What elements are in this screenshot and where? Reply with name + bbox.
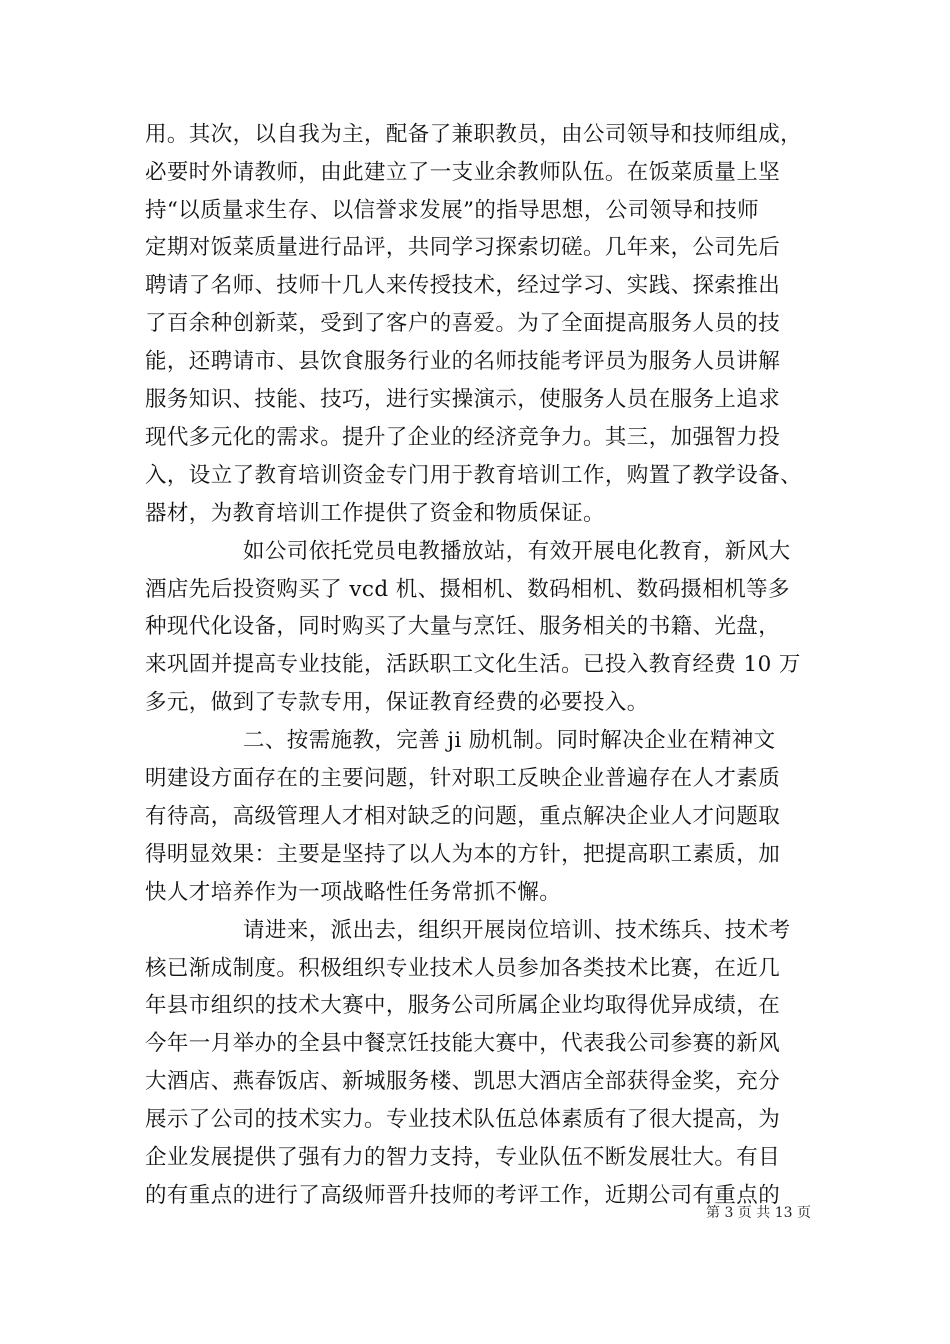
text-line: 酒店先后投资购买了 vcd 机、摄相机、数码相机、数码摄相机等多: [145, 577, 790, 602]
paragraph-first-line: 二、按需施教，完善 ji 励机制。同时解决企业在精神文: [243, 728, 776, 753]
text-line: 大酒店、燕春饭店、新城服务楼、凯思大酒店全部获得金奖，充分: [145, 1069, 781, 1094]
page-number: 第 3 页 共 13 页: [706, 1205, 811, 1221]
text-line: 聘请了名师、技师十几人来传授技术，经过学习、实践、探索推出: [145, 273, 781, 298]
text-line: 定期对饭菜质量进行品评，共同学习探索切磋。几年来，公司先后: [145, 235, 781, 260]
text-line: 企业发展提供了强有力的智力支持，专业队伍不断发展壮大。有目: [145, 1145, 781, 1170]
text-line: 必要时外请教师，由此建立了一支业余教师队伍。在饭菜质量上坚: [145, 160, 781, 185]
text-line: 了百余种创新菜，受到了客户的喜爱。为了全面提高服务人员的技: [145, 311, 781, 336]
text-line: 核已渐成制度。积极组织专业技术人员参加各类技术比赛，在近几: [145, 956, 781, 981]
text-line: 器材，为教育培训工作提供了资金和物质保证。: [145, 501, 605, 526]
text-line: 用。其次，以自我为主，配备了兼职教员，由公司领导和技师组成，: [145, 122, 803, 147]
text-line: 的有重点的进行了高级师晋升技师的考评工作，近期公司有重点的: [145, 1183, 781, 1208]
text-line: 现代多元化的需求。提升了企业的经济竞争力。其三，加强智力投: [145, 425, 781, 450]
text-line: 有待高，高级管理人才相对缺乏的问题，重点解决企业人才问题取: [145, 804, 781, 829]
text-line: 多元，做到了专款专用，保证教育经费的必要投入。: [145, 690, 649, 715]
text-line: 展示了公司的技术实力。专业技术队伍总体素质有了很大提高，为: [145, 1107, 781, 1132]
text-line: 明建设方面存在的主要问题，针对职工反映企业普遍存在人才素质: [145, 766, 781, 791]
paragraph-first-line: 请进来，派出去，组织开展岗位培训、技术练兵、技术考: [243, 918, 791, 943]
text-line: 服务知识、技能、技巧，进行实操演示，使服务人员在服务上追求: [145, 387, 781, 412]
text-line: 快人才培养作为一项战略性任务常抓不懈。: [145, 880, 562, 905]
text-line: 能，还聘请市、县饮食服务行业的名师技能考评员为服务人员讲解: [145, 349, 781, 374]
text-line: 来巩固并提高专业技能，活跃职工文化生活。已投入教育经费 10 万: [145, 652, 801, 677]
text-line: 年县市组织的技术大赛中，服务公司所属企业均取得优异成绩，在: [145, 993, 781, 1018]
text-line: 种现代化设备，同时购买了大量与烹饪、服务相关的书籍、光盘，: [145, 614, 781, 639]
text-line: 入，设立了教育培训资金专门用于教育培训工作，购置了教学设备、: [145, 463, 803, 488]
text-line: 持“以质量求生存、以信誉求发展”的指导思想，公司领导和技师: [145, 198, 760, 223]
paragraph-first-line: 如公司依托党员电教播放站，有效开展电化教育，新风大: [243, 539, 791, 564]
text-line: 今年一月举办的全县中餐烹饪技能大赛中，代表我公司参赛的新风: [145, 1031, 781, 1056]
text-line: 得明显效果：主要是坚持了以人为本的方针，把提高职工素质，加: [145, 842, 781, 867]
